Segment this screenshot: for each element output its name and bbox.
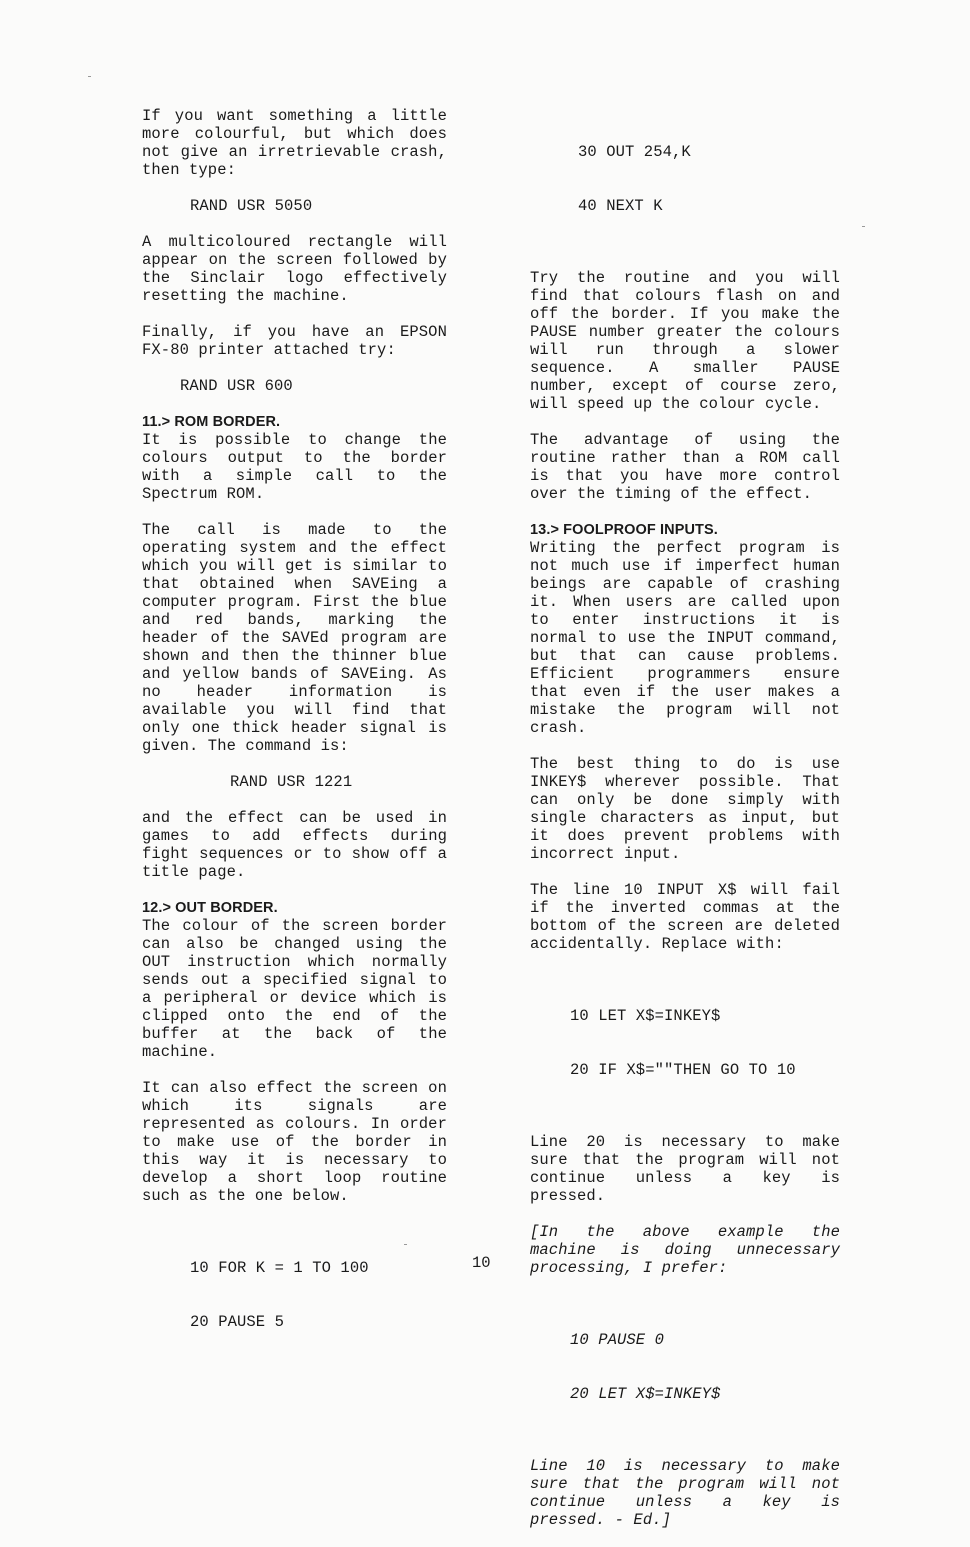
- paragraph: The colour of the screen border can also be changed using the OUT instruction which normally sends out a specified signal to a peripheral or device which is clipped onto the end of the buffer at the back of the machine.: [142, 917, 447, 1061]
- code-line: RAND USR 600: [180, 377, 293, 395]
- code-line: RAND USR 1221: [230, 773, 353, 791]
- code-line: 20 LET X$=INKEY$: [570, 1385, 721, 1403]
- scan-speck: [88, 76, 91, 77]
- paragraph: and the effect can be used in games to add effects during fight sequences or to show off a title page.: [142, 809, 447, 881]
- paragraph: It can also effect the screen on which its signals are represented as colours. In order to make use of the border in this way it is necessary to develop a short loop routine such as the one below.: [142, 1079, 447, 1205]
- code-line: 10 PAUSE 0: [570, 1331, 665, 1349]
- paragraph: If you want something a little more colourful, but which does not give an irretrievable crash, then type:: [142, 107, 447, 179]
- section-heading-out-border: 12.> OUT BORDER.: [142, 900, 278, 916]
- page-number: 10: [472, 1254, 491, 1272]
- right-column: [530, 107, 840, 1547]
- paragraph: The call is made to the operating system and the effect which you will get is similar to that obtained when SAVEing a computer program. First the blue and red bands, marking the header of the SAVEd program are shown and then the thinner blue and yellow bands of SAVEing. As no header information is available you will find that only one thick header signal is given. The command is:: [142, 521, 447, 755]
- code-line: 40 NEXT K: [578, 197, 663, 215]
- section-heading-rom-border: 11.> ROM BORDER.: [142, 414, 281, 430]
- paragraph: Finally, if you have an EPSON FX-80 printer attached try:: [142, 323, 447, 359]
- paragraph: A multicoloured rectangle will appear on the screen followed by the Sinclair logo effectively resetting the machine.: [142, 233, 447, 305]
- code-block: [530, 1295, 840, 1439]
- code-line: 20 PAUSE 5: [190, 1313, 285, 1331]
- code-line: 10 FOR K = 1 TO 100: [190, 1259, 369, 1277]
- code-line: RAND USR 5050: [190, 197, 313, 215]
- left-column: [142, 107, 447, 1385]
- code-block: [530, 971, 840, 1115]
- code-block: [142, 1223, 447, 1367]
- paragraph: The line 10 INPUT X$ will fail if the inverted commas at the bottom of the screen are deleted accidentally. Replace with:: [530, 881, 840, 953]
- editor-note: [In the above example the machine is doing unnecessary processing, I prefer:: [530, 1223, 840, 1277]
- section-heading-foolproof-inputs: 13.> FOOLPROOF INPUTS.: [530, 522, 718, 538]
- paragraph: Writing the perfect program is not much use if imperfect human beings are capable of crashing it. When users are called upon to enter instructions it is normal to use the INPUT command, but that can cause problems. Efficient programmers ensure that even if the user makes a mistake the program will not crash.: [530, 539, 840, 737]
- scan-speck: [404, 1244, 407, 1245]
- paragraph: It is possible to change the colours output to the border with a simple call to the Spectrum ROM.: [142, 431, 447, 503]
- code-line: 30 OUT 254,K: [578, 143, 691, 161]
- code-line: 10 LET X$=INKEY$: [570, 1007, 721, 1025]
- paragraph: Try the routine and you will find that colours flash on and off the border. If you make the PAUSE number greater the colours will run through a slower sequence. A smaller PAUSE number, except of course zero, will speed up the colour cycle.: [530, 269, 840, 413]
- scan-speck: [862, 226, 865, 227]
- editor-note: Line 10 is necessary to make sure that the program will not continue unless a key is pressed. - Ed.]: [530, 1457, 840, 1529]
- code-block: [530, 107, 840, 251]
- paragraph: The advantage of using the routine rather than a ROM call is that you have more control over the timing of the effect.: [530, 431, 840, 503]
- paragraph: The best thing to do is use INKEY$ wherever possible. That can only be done simply with single characters as input, but it does prevent problems with incorrect input.: [530, 755, 840, 863]
- code-line: 20 IF X$=""THEN GO TO 10: [570, 1061, 796, 1079]
- paragraph: Line 20 is necessary to make sure that the program will not continue unless a key is pressed.: [530, 1133, 840, 1205]
